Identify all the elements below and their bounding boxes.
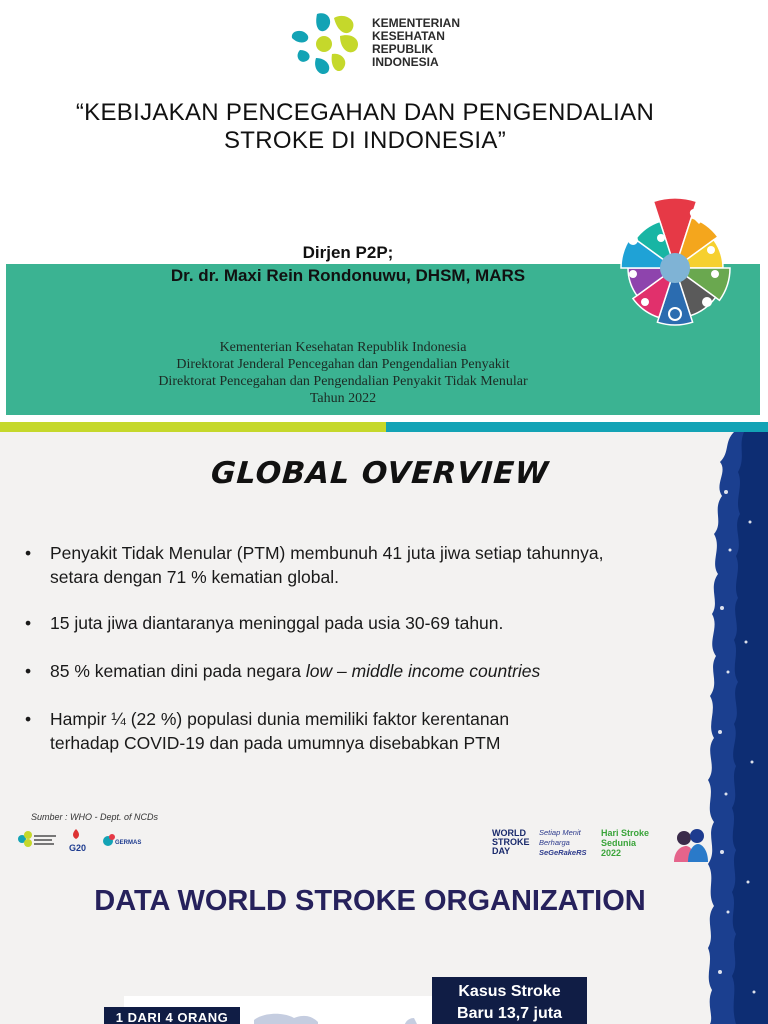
- runner-icon: [657, 234, 665, 242]
- bullet-text: setara dengan 71 % kematian global.: [50, 567, 339, 587]
- bullet-text-italic: low – middle income countries: [305, 661, 541, 681]
- people-illustration-icon: [670, 826, 710, 864]
- hari-stroke-1: Hari Stroke: [601, 828, 650, 838]
- presenter-role: Dirjen P2P;: [302, 243, 394, 262]
- wsd-day: DAY: [492, 846, 511, 856]
- bullet-text-plain: 85 % kematian dini pada negara: [50, 661, 306, 681]
- bullet-text: Hampir ¼ (22 %) populasi dunia memiliki faktor kerentanan: [50, 709, 510, 729]
- wheel-hub: [660, 253, 690, 283]
- bullet-item: [25, 541, 705, 589]
- partner-logos: [14, 827, 144, 855]
- logo-line: KESEHATAN: [372, 29, 445, 43]
- food-icon: [711, 270, 719, 278]
- source-note: Sumber : WHO - Dept. of NCDs: [31, 812, 159, 822]
- bullet-item: [25, 611, 705, 635]
- logo-line: INDONESIA: [372, 55, 439, 69]
- bullet-text: 15 juta jiwa diantaranya meninggal pada usia 30-69 tahun.: [50, 613, 504, 633]
- g20-logo: [69, 829, 86, 853]
- wso-section-title: DATA WORLD STROKE ORGANIZATION: [94, 885, 646, 917]
- wsd-tagline-2: Berharga: [539, 838, 570, 847]
- kemenkes-logo: [290, 10, 470, 78]
- logo-line: KEMENTERIAN: [372, 16, 461, 30]
- org-line: Direktorat Jenderal Pencegahan dan Pengendalian Penyakit: [176, 357, 510, 372]
- svg-text:GERMAS: GERMAS: [115, 840, 142, 846]
- silhouette-shape: [254, 1014, 318, 1024]
- bullet-text: Penyakit Tidak Menular (PTM) membunuh 41 juta jiwa setiap tahunnya,: [50, 543, 604, 563]
- bullet-dot: •: [25, 613, 32, 633]
- silhouette-shape: [404, 1018, 418, 1024]
- bullet-text: [50, 659, 705, 683]
- person-icon: [628, 235, 638, 245]
- kemenkes-mini-logo: [18, 831, 56, 847]
- logo-line: REPUBLIK: [372, 42, 434, 56]
- wine-icon: [707, 246, 715, 254]
- svg-text:G20: G20: [69, 843, 87, 853]
- medicine-icon: [629, 270, 637, 278]
- title-line-1: “KEBIJAKAN PENCEGAHAN DAN PENGENDALIAN: [75, 99, 655, 126]
- bullet-dot: •: [25, 709, 32, 729]
- global-overview-slide: [0, 432, 768, 1024]
- kemenkes-emblem-icon: [290, 10, 370, 78]
- bullet-dot: •: [25, 661, 32, 681]
- global-overview-title: GLOBAL OVERVIEW: [209, 456, 551, 491]
- world-stroke-day-banner: [492, 828, 712, 868]
- hari-stroke-3: 2022: [601, 848, 622, 858]
- overview-bullets: [25, 541, 705, 779]
- new-stroke-cases-box: [432, 977, 587, 1024]
- pill-icon: [641, 298, 649, 306]
- bullet-item: [25, 659, 705, 683]
- health-icon-wheel: [603, 178, 735, 338]
- title-line-2: STROKE DI INDONESIA”: [223, 127, 507, 154]
- divider-stripe-green: [0, 422, 386, 432]
- presentation-title: [20, 99, 710, 155]
- org-line: Kementerian Kesehatan Republik Indonesia: [219, 340, 467, 355]
- wsd-world: WORLD: [492, 828, 526, 838]
- organization-lines: [0, 339, 686, 407]
- org-line: Tahun 2022: [309, 391, 377, 406]
- org-line: Direktorat Pencegahan dan Pengendalian Penyakit Tidak Menular: [158, 374, 528, 389]
- presenter-name: Dr. dr. Maxi Rein Rondonuwu, DHSM, MARS: [170, 266, 526, 285]
- cases-line-1: Kasus Stroke: [458, 983, 561, 1000]
- bullet-text: terhadap COVID-19 dan pada umumnya disebabkan PTM: [50, 733, 501, 753]
- bullet-dot: •: [25, 543, 32, 563]
- one-in-four-box: 1 DARI 4 ORANG: [104, 1007, 240, 1024]
- title-slide: [0, 0, 768, 430]
- germas-logo: [103, 834, 141, 846]
- hari-stroke-2: Sedunia: [601, 838, 637, 848]
- divider-stripe-teal: [386, 422, 768, 432]
- kemenkes-logo-text: [372, 17, 460, 69]
- cases-line-2: Baru 13,7 juta: [457, 1005, 562, 1022]
- wsd-stroke: STROKE: [492, 837, 530, 847]
- wsd-tagline-3: SeGeRakeRS: [539, 848, 587, 857]
- bullet-item: [25, 707, 705, 755]
- plant-icon: [702, 297, 712, 307]
- blue-brush-border: [700, 432, 768, 1024]
- wsd-tagline-1: Setiap Menit: [539, 828, 581, 837]
